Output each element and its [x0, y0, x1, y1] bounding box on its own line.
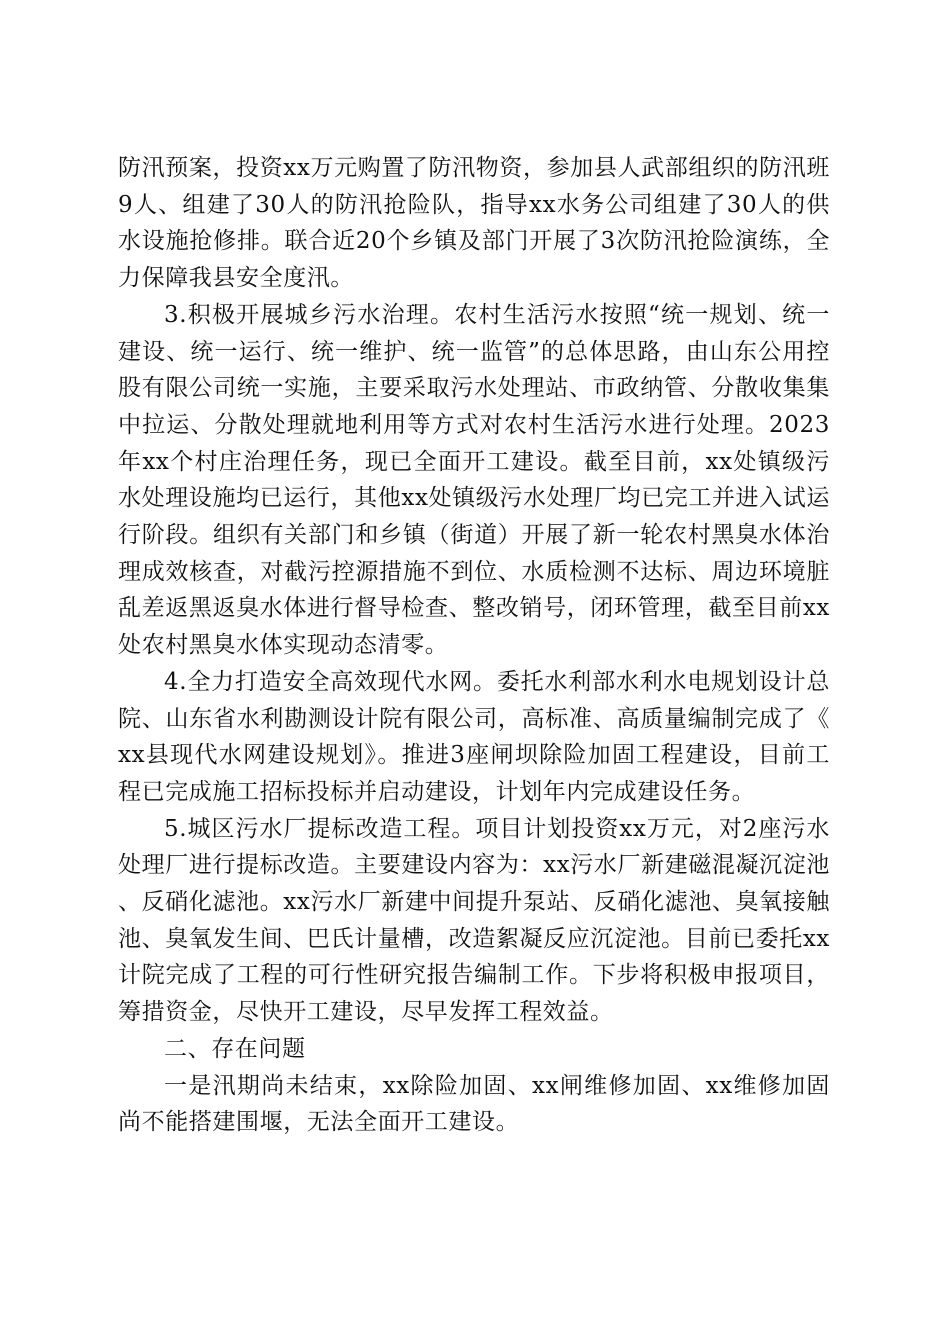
- paragraph-problem-one: 一是汛期尚未结束，xx除险加固、xx闸维修加固、xx维修加固尚不能搭建围堰，无法全面开工建设。: [118, 1072, 830, 1136]
- section-heading-problems: 二、存在问题: [164, 1035, 306, 1062]
- paragraph-water-network: 4.全力打造安全高效现代水网。委托水利部水利水电规划设计总院、山东省水利勘测设计院有限公司，高标准、高质量编制完成了《xx县现代水网建设规划》。推进3座闸坝除险加固工程建设，目前工程已完成施工招标投标并启动建设，计划年内完成建设任务。: [118, 668, 830, 805]
- paragraph-sewage-plant-upgrade: 5.城区污水厂提标改造工程。项目计划投资xx万元，对2座污水处理厂进行提标改造。主要建设内容为：xx污水厂新建磁混凝沉淀池、反硝化滤池。xx污水厂新建中间提升泵站、反硝化滤池、臭氧接触池、臭氧发生间、巴氏计量槽，改造絮凝反应沉淀池。目前已委托xx计院完成了工程的可行性研究报告编制工作。下步将积极申报项目，筹措资金，尽快开工建设，尽早发挥工程效益。: [118, 815, 830, 1026]
- paragraph-sewage-treatment: 3.积极开展城乡污水治理。农村生活污水按照“统一规划、统一建设、统一运行、统一维护、统一监管”的总体思路，由山东公用控股有限公司统一实施，主要采取污水处理站、市政纳管、分散收集集中拉运、分散处理就地利用等方式对农村生活污水进行处理。2023年xx个村庄治理任务，现已全面开工建设。截至目前，xx处镇级污水处理设施均已运行，其他xx处镇级污水处理厂均已完工并进入试运行阶段。组织有关部门和乡镇（街道）开展了新一轮农村黑臭水体治理成效核查，对截污控源措施不到位、水质检测不达标、周边环境脏乱差返黑返臭水体进行督导检查、整改销号，闭环管理，截至目前xx处农村黑臭水体实现动态清零。: [118, 301, 830, 659]
- paragraph-flood-prevention: 防汛预案，投资xx万元购置了防汛物资，参加县人武部组织的防汛班9人、组建了30人的防汛抢险队，指导xx水务公司组建了30人的供水设施抢修排。联合近20个乡镇及部门开展了3次防汛抢险演练，全力保障我县安全度汛。: [118, 155, 830, 292]
- document-body: [118, 150, 830, 1141]
